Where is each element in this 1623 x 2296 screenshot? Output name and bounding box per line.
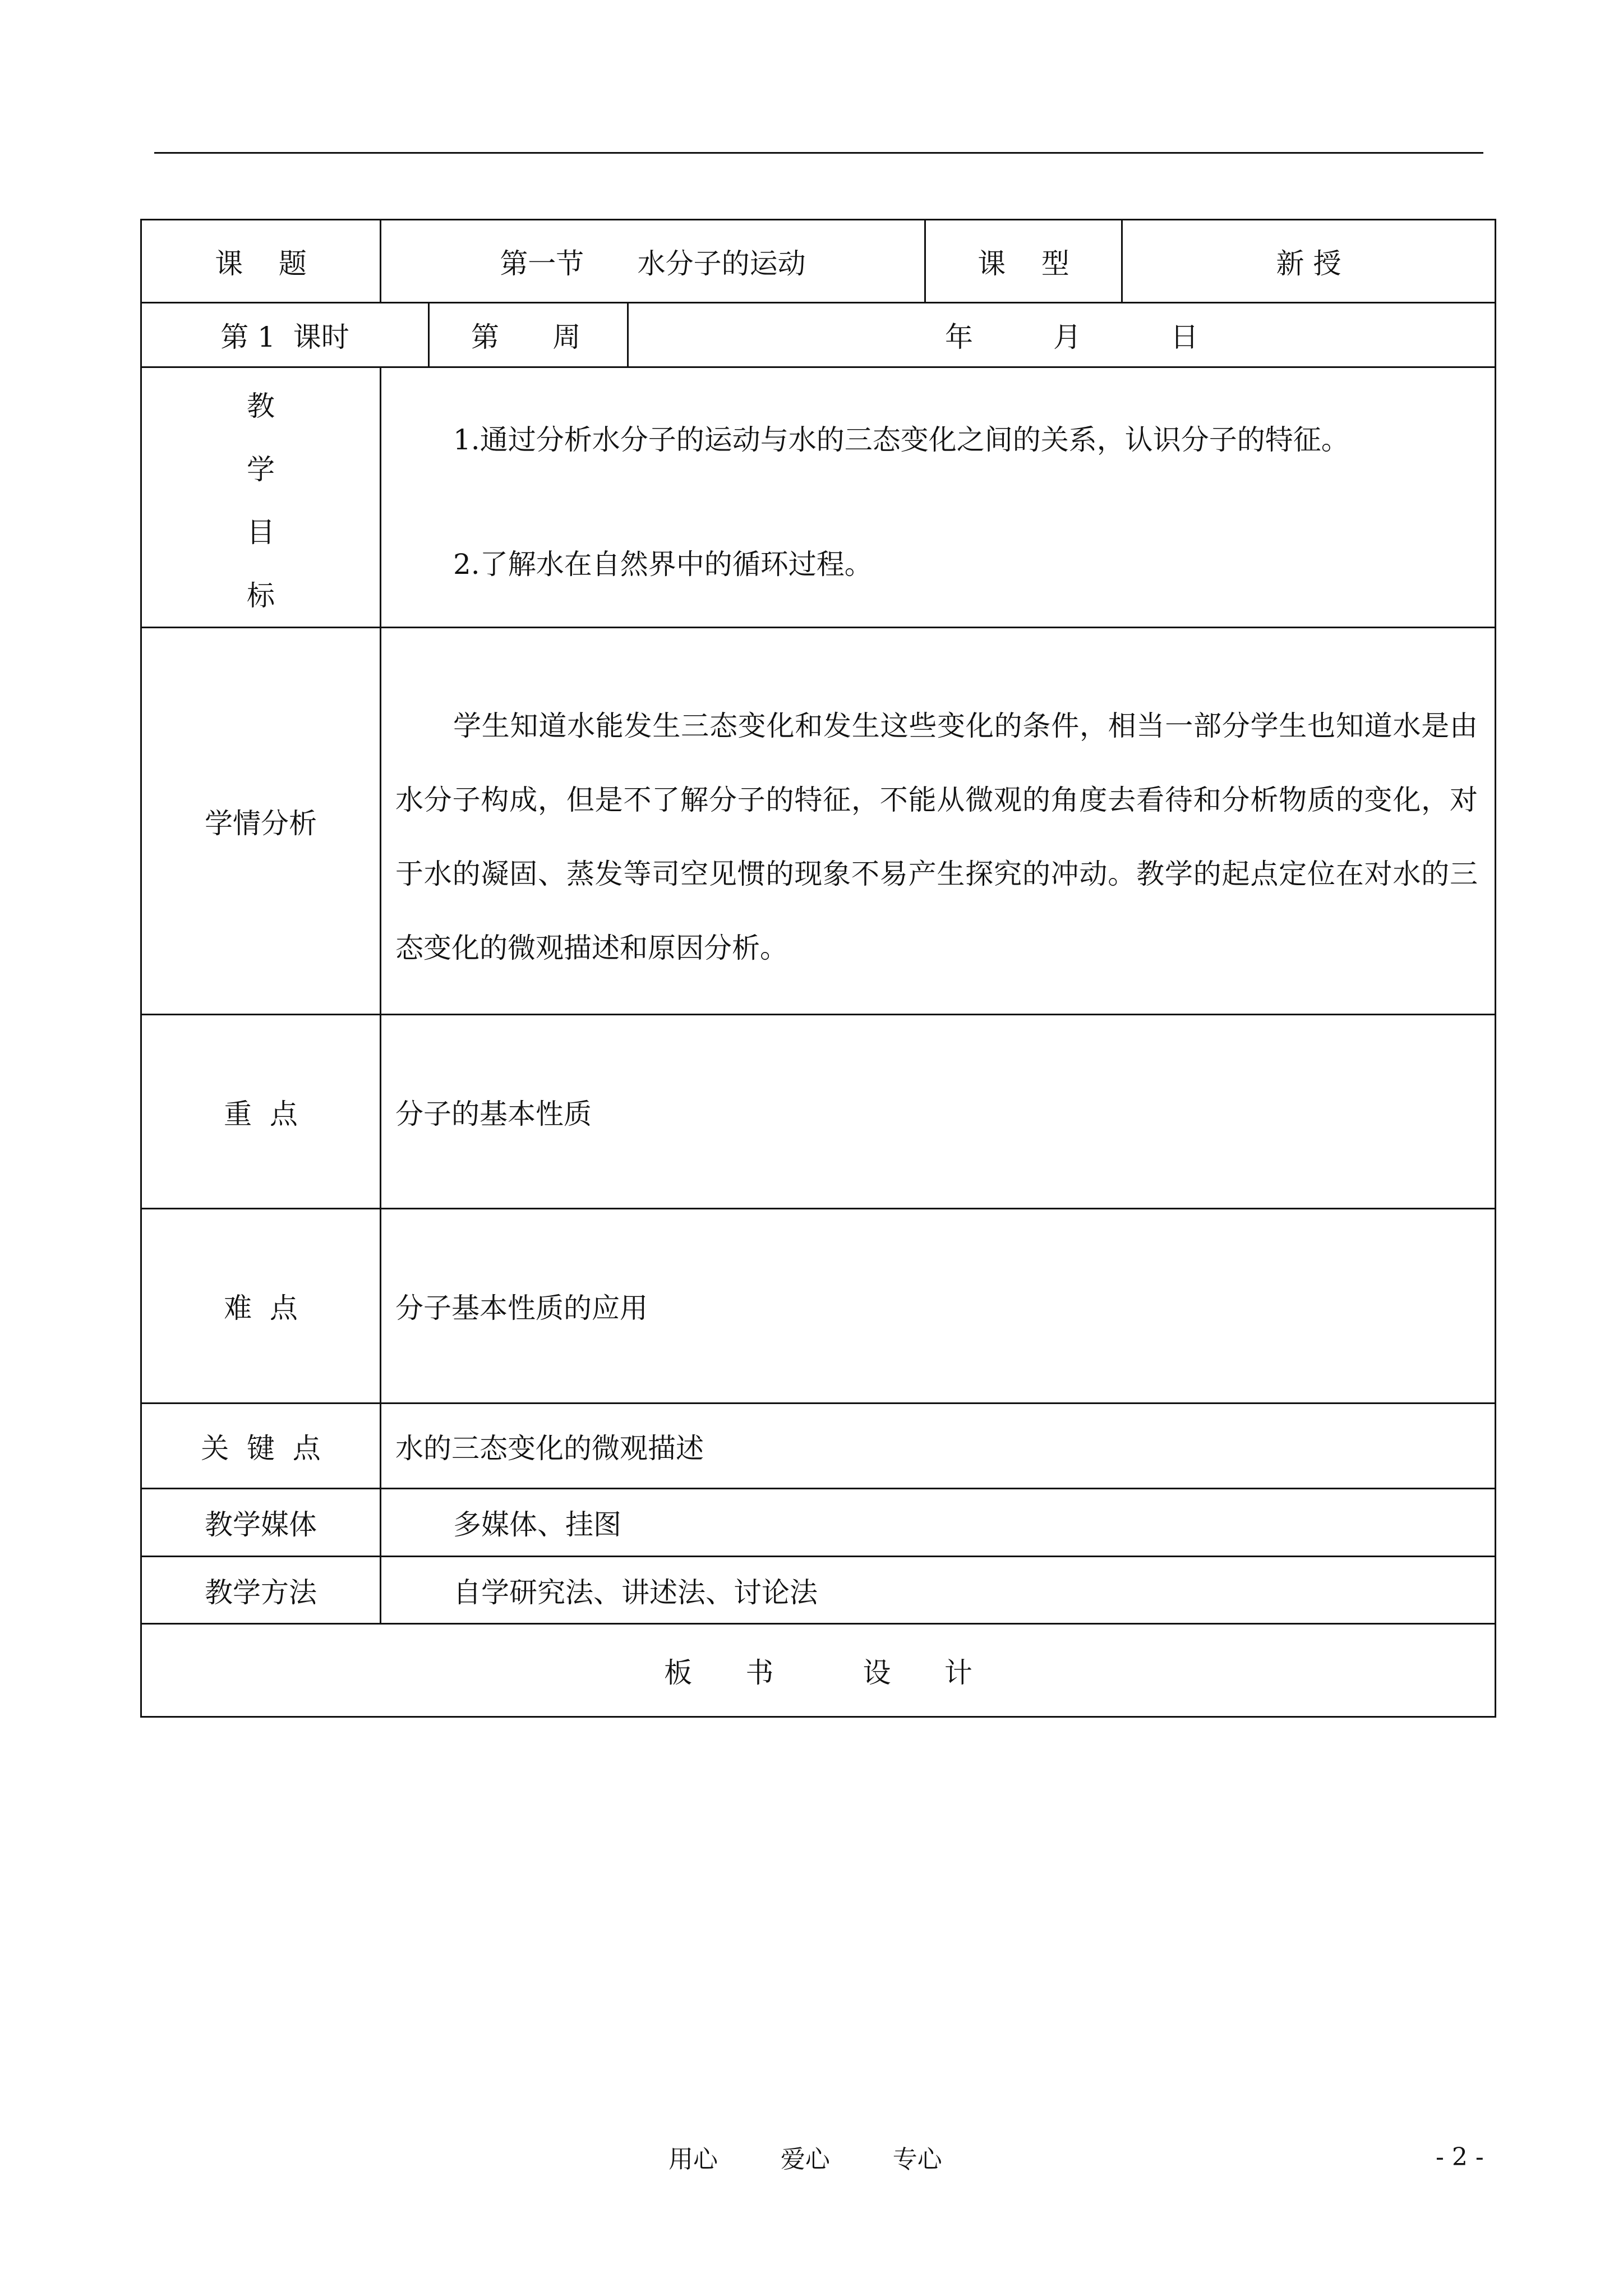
- lesson-type-value: 新 授: [1276, 247, 1341, 280]
- header-rule: [154, 152, 1483, 154]
- footer-motto: 用心 爱心 专心: [668, 2145, 942, 2174]
- analysis-text: 学生知道水能发生三态变化和发生这些变化的条件，相当一部分学生也知道水是由水分子构成，但是不了解分子的特征，不能从微观的角度去看待和分析物质的变化，对于水的凝固、蒸发等司空见惯的现象不易产生探究的冲动。教学的起点定位在对水的三态变化的微观描述和原因分析。: [395, 710, 1478, 964]
- col-divider: [627, 302, 629, 366]
- objective-item: 2.了解水在自然界中的循环过程。: [453, 548, 873, 581]
- objectives-label-char: 目: [247, 516, 275, 549]
- media-value: 多媒体、挂图: [453, 1508, 621, 1541]
- key-point-value: 分子的基本性质: [395, 1097, 592, 1130]
- difficulty-value: 分子基本性质的应用: [395, 1292, 648, 1324]
- difficulty-label: 难 点: [224, 1292, 298, 1324]
- objective-item: 1.通过分析水分子的运动与水的三态变化之间的关系，认识分子的特征。: [453, 424, 1349, 456]
- lesson-title: 第一节 水分子的运动: [500, 247, 806, 280]
- page-number: - 2 -: [1436, 2143, 1484, 2171]
- objectives-label-char: 标: [247, 579, 275, 612]
- crux-label: 关 键 点: [201, 1432, 321, 1465]
- row-divider: [140, 366, 1496, 368]
- lesson-period: 第 1 课时: [220, 321, 349, 353]
- col-divider: [428, 302, 430, 366]
- subject-label: 课 题: [215, 247, 307, 280]
- lesson-type-label: 课 型: [978, 247, 1069, 280]
- board-design-label: 板 书 设 计: [664, 1656, 972, 1689]
- analysis-label: 学情分析: [205, 807, 317, 840]
- week-field: 第 周: [471, 321, 581, 353]
- objectives-label-char: 学: [247, 453, 275, 486]
- date-field: 年 月 日: [945, 321, 1198, 353]
- crux-value: 水的三态变化的微观描述: [395, 1432, 704, 1465]
- method-value: 自学研究法、讲述法、讨论法: [453, 1576, 818, 1609]
- media-label: 教学媒体: [205, 1508, 317, 1541]
- method-label: 教学方法: [205, 1576, 317, 1609]
- col-divider: [380, 366, 381, 1623]
- objectives-label-char: 教: [247, 390, 275, 422]
- key-point-label: 重 点: [224, 1097, 298, 1130]
- objectives-label: [142, 384, 380, 614]
